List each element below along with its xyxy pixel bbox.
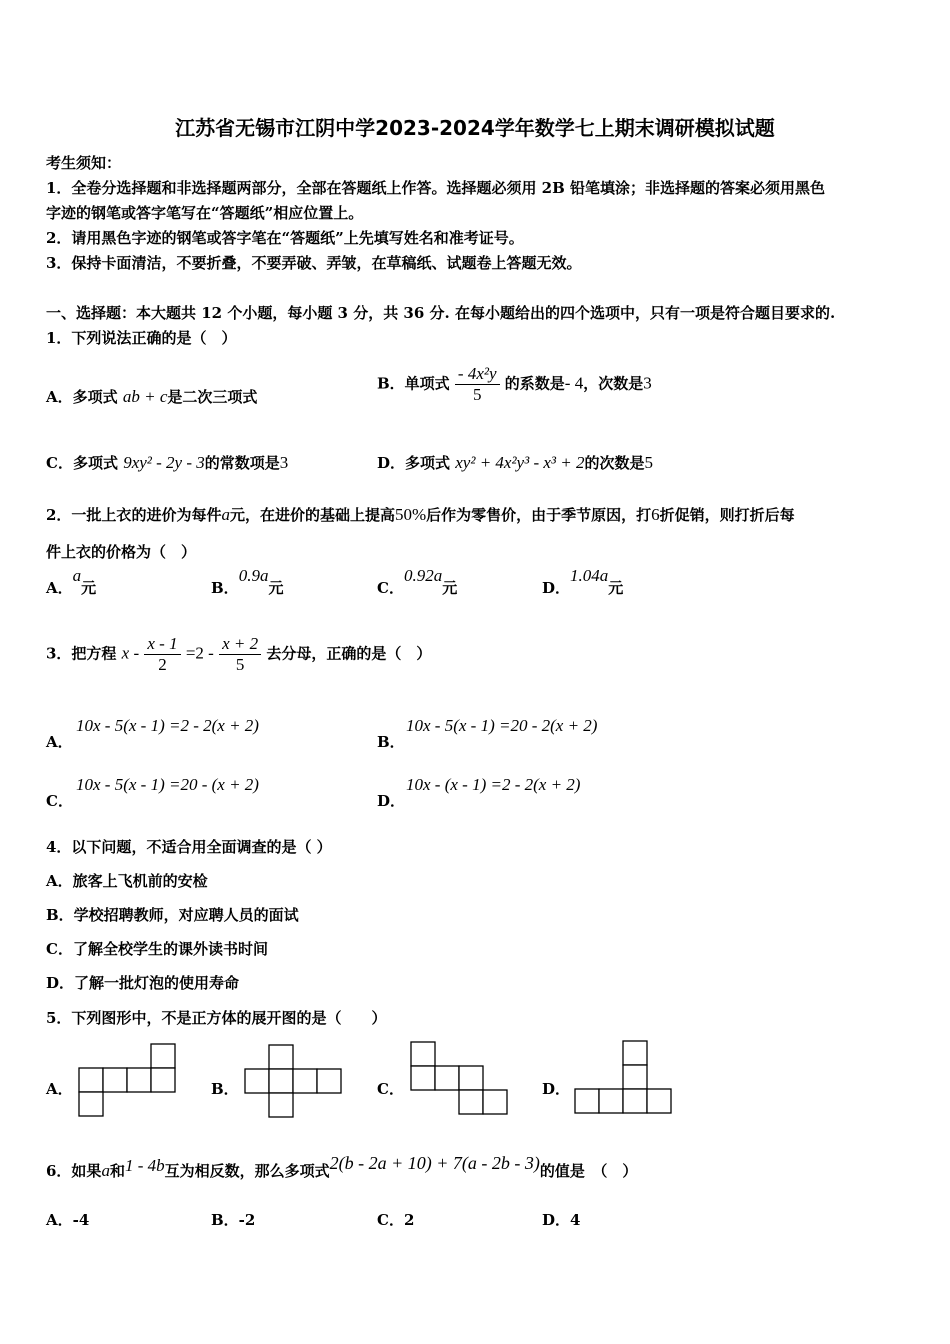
stem-text: 互为相反数，那么多项式	[164, 1162, 330, 1180]
math-expression: 0.9a	[238, 566, 269, 585]
fraction	[455, 364, 500, 405]
q1-option-d	[377, 452, 653, 473]
page-title: 江苏省无锡市江阴中学2023-2024学年数学七上期末调研模拟试题	[175, 116, 775, 140]
stem-text: 后作为零售价，由于季节原因，打	[426, 506, 652, 524]
q6-option-c: C．2	[377, 1211, 415, 1229]
option-text: 的系数是	[504, 374, 565, 393]
option-label: B．单项式	[377, 374, 450, 393]
stem-text: 折促销，则打折后每	[659, 506, 795, 524]
math-expression: ab + c	[122, 387, 168, 406]
q4-option-b: B．学校招聘教师，对应聘人员的面试	[46, 906, 299, 924]
net-square	[647, 1089, 671, 1113]
q1-stem: 1．下列说法正确的是（ ）	[46, 329, 237, 347]
notice-heading: 考生须知：	[46, 154, 122, 172]
q6-stem	[46, 1153, 638, 1181]
math-value: - 4	[564, 373, 584, 393]
net-square	[459, 1066, 483, 1090]
fraction-denominator: 5	[472, 385, 482, 404]
cube-net-d	[574, 1040, 674, 1116]
q5-option-a-label: A．	[46, 1080, 73, 1098]
math-expression: 1 - 4b	[124, 1156, 165, 1175]
math-expression: xy² + 4x²y³ - x³ + 2	[455, 453, 585, 472]
stem-text: 2．一批上衣的进价为每件	[46, 506, 222, 524]
q1-option-c	[46, 452, 288, 473]
q4-option-c: C．了解全校学生的课外读书时间	[46, 940, 268, 958]
net-square	[151, 1044, 175, 1068]
q3-option-d-label: D．	[377, 792, 406, 810]
stem-text: 元，在进价的基础上提高	[229, 506, 395, 524]
math-expression: 9xy² - 2y - 3	[123, 453, 205, 472]
net-square	[103, 1068, 127, 1092]
fraction	[219, 634, 261, 675]
option-label: A．	[46, 579, 73, 597]
option-unit: 元	[268, 579, 284, 597]
net-square	[293, 1069, 317, 1093]
net-square	[599, 1089, 623, 1113]
q3-option-b: 10x - 5(x - 1) =20 - 2(x + 2)	[406, 716, 598, 735]
notice-item: 3．保持卡面清洁，不要折叠，不要弄破、弄皱，在草稿纸、试题卷上答题无效。	[46, 254, 582, 272]
math-value: 3	[643, 373, 652, 393]
q5-option-b-label: B．	[211, 1080, 239, 1098]
option-label: C．	[377, 579, 404, 597]
q2-option-b	[211, 566, 284, 598]
q3-option-a: 10x - 5(x - 1) =2 - 2(x + 2)	[76, 716, 259, 735]
q1-option-b	[377, 364, 652, 405]
q3-stem	[46, 634, 431, 675]
notice-item: 字迹的钢笔或答字笔写在“答题纸”相应位置上。	[46, 204, 364, 222]
net-square	[411, 1042, 435, 1066]
q4-option-d: D．了解一批灯泡的使用寿命	[46, 974, 240, 992]
math-expression: 2(b - 2a + 10) + 7(a - 2b - 3)	[329, 1153, 540, 1173]
notice-item: 2．请用黑色字迹的钢笔或答字笔在“答题纸”上先填写姓名和准考证号。	[46, 229, 524, 247]
net-square	[269, 1069, 293, 1093]
net-square	[79, 1068, 103, 1092]
option-text: 的常数项是	[204, 454, 280, 472]
q1-option-a	[46, 386, 257, 407]
stem-text: 和	[109, 1162, 125, 1180]
math-value: 50%	[394, 505, 427, 524]
math-value: 6	[651, 505, 660, 524]
net-square	[483, 1090, 507, 1114]
option-label: B．	[211, 579, 239, 597]
q6-option-b: B．-2	[211, 1211, 256, 1229]
option-label: D．多项式	[377, 454, 451, 472]
math-expression: =2 -	[185, 643, 214, 663]
math-value: 3	[279, 453, 289, 472]
math-expression: 0.92a	[403, 566, 443, 585]
option-label: C．多项式	[46, 454, 118, 472]
fraction-numerator: - 4x²y	[455, 364, 500, 385]
net-square	[269, 1093, 293, 1117]
q5-option-c-label: C．	[377, 1080, 404, 1098]
fraction-numerator: x + 2	[219, 634, 261, 655]
fraction-denominator: 2	[158, 655, 167, 674]
q3-option-d: 10x - (x - 1) =2 - 2(x + 2)	[406, 775, 581, 794]
cube-net-c	[410, 1041, 510, 1117]
option-label: A．多项式	[46, 388, 118, 406]
stem-text: 3．把方程	[46, 644, 117, 663]
fraction-denominator: 5	[235, 655, 245, 674]
q4-stem: 4．以下问题，不适合用全面调查的是（ ）	[46, 838, 332, 856]
option-unit: 元	[442, 579, 458, 597]
net-square	[79, 1092, 103, 1116]
math-expression: 1.04a	[570, 566, 609, 585]
option-unit: 元	[608, 579, 624, 597]
net-square	[575, 1089, 599, 1113]
stem-text: 去分母，正确的是（ ）	[266, 644, 432, 663]
option-text: ，次数是	[583, 374, 644, 393]
math-value: 5	[644, 453, 653, 472]
net-square	[411, 1066, 435, 1090]
option-text: 的次数是	[584, 454, 645, 472]
fraction-numerator: x - 1	[144, 634, 180, 655]
q3-option-c-label: C．	[46, 792, 73, 810]
net-square	[435, 1066, 459, 1090]
math-expression: x -	[121, 643, 140, 663]
net-square	[317, 1069, 341, 1093]
cube-net-b	[244, 1044, 344, 1120]
math-variable: a	[101, 1161, 110, 1180]
q3-option-a-label: A．	[46, 733, 73, 751]
net-square	[623, 1041, 647, 1065]
q2-option-a	[46, 566, 97, 598]
option-label: D．	[542, 579, 571, 597]
q4-option-a: A．旅客上飞机前的安检	[46, 872, 208, 890]
q6-option-a: A．-4	[46, 1211, 90, 1229]
math-expression: a	[72, 566, 82, 585]
section-heading: 一、选择题：本大题共 12 个小题，每小题 3 分，共 36 分. 在每小题给出的四个选项中，只有一项是符合题目要求的.	[46, 304, 836, 322]
q6-option-d: D．4	[542, 1211, 581, 1229]
net-square	[459, 1090, 483, 1114]
net-square	[245, 1069, 269, 1093]
option-unit: 元	[81, 579, 97, 597]
notice-item: 1．全卷分选择题和非选择题两部分，全部在答题纸上作答。选择题必须用 2B 铅笔填涂；非选择题的答案必须用黑色	[46, 179, 826, 197]
stem-text: 的值是 （ ）	[539, 1162, 638, 1180]
math-variable: a	[221, 505, 230, 524]
stem-text: 6．如果	[46, 1162, 102, 1180]
net-square	[269, 1045, 293, 1069]
option-text: 是二次三项式	[167, 388, 258, 406]
fraction	[144, 634, 180, 675]
net-square	[623, 1089, 647, 1113]
cube-net-a	[78, 1043, 178, 1119]
q2-option-c	[377, 566, 458, 598]
q3-option-b-label: B．	[377, 733, 405, 751]
q2-option-d	[542, 566, 624, 598]
net-square	[623, 1065, 647, 1089]
q5-option-d-label: D．	[542, 1080, 571, 1098]
q2-stem	[46, 504, 795, 525]
net-square	[127, 1068, 151, 1092]
net-square	[151, 1068, 175, 1092]
q2-stem-line2: 件上衣的价格为（ ）	[46, 543, 197, 561]
q5-stem: 5．下列图形中，不是正方体的展开图的是（ ）	[46, 1009, 387, 1027]
q3-option-c: 10x - 5(x - 1) =20 - (x + 2)	[76, 775, 259, 794]
